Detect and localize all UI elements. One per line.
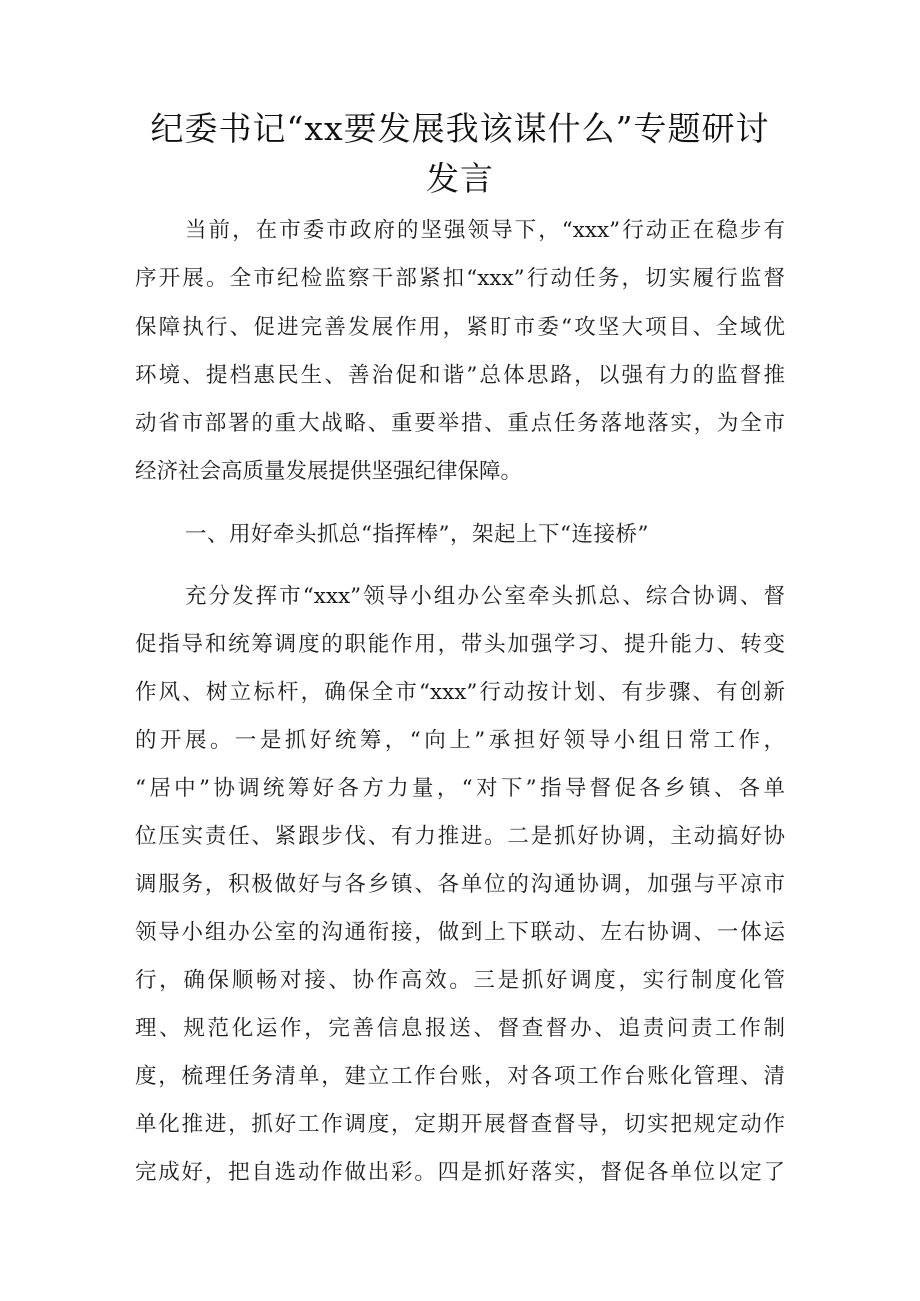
body-line: 调服务，积极做好与各乡镇、各单位的沟通协调，加强与平凉市 bbox=[135, 872, 785, 897]
body-line: “居中”协调统筹好各方力量，“对下”指导督促各乡镇、各单 bbox=[135, 776, 785, 801]
intro-line: 序开展。全市纪检监察干部紧扣“xxx”行动任务，切实履行监督 bbox=[135, 266, 785, 291]
body-line: 完成好，把自选动作做出彩。四是抓好落实，督促各单位以定了 bbox=[135, 1160, 785, 1185]
intro-line: 经济社会高质量发展提供坚强纪律保障。 bbox=[135, 459, 523, 484]
section-heading: 一、用好牵头抓总“指挥棒”，架起上下“连接桥” bbox=[185, 522, 649, 547]
body-line: 位压实责任、紧跟步伐、有力推进。二是抓好协调，主动搞好协 bbox=[135, 824, 785, 849]
intro-line: 保障执行、促进完善发展作用，紧盯市委“攻坚大项目、全域优 bbox=[135, 315, 785, 340]
intro-line: 环境、提档惠民生、善治促和谐”总体思路，以强有力的监督推 bbox=[135, 363, 785, 388]
intro-line: 当前，在市委市政府的坚强领导下，“xxx”行动正在稳步有 bbox=[185, 218, 785, 243]
title-line-1: 纪委书记“xx要发展我该谋什么”专题研讨 bbox=[150, 109, 770, 148]
body-line: 作风、树立标杆，确保全市“xxx”行动按计划、有步骤、有创新 bbox=[135, 680, 785, 705]
body-line: 充分发挥市“xxx”领导小组办公室牵头抓总、综合协调、督 bbox=[185, 584, 785, 609]
intro-line: 动省市部署的重大战略、重要举措、重点任务落地落实，为全市 bbox=[135, 411, 785, 436]
body-line: 度，梳理任务清单，建立工作台账，对各项工作台账化管理、清 bbox=[135, 1064, 785, 1089]
body-line: 行，确保顺畅对接、协作高效。三是抓好调度，实行制度化管 bbox=[135, 968, 785, 993]
body-line: 促指导和统筹调度的职能作用，带头加强学习、提升能力、转变 bbox=[135, 632, 785, 657]
body-line: 领导小组办公室的沟通衔接，做到上下联动、左右协调、一体运 bbox=[135, 920, 785, 945]
document-title bbox=[130, 104, 790, 204]
body-line: 单化推进，抓好工作调度，定期开展督查督导，切实把规定动作 bbox=[135, 1112, 785, 1137]
title-line-2: 发言 bbox=[426, 159, 494, 198]
body-line: 的开展。一是抓好统筹，“向上”承担好领导小组日常工作， bbox=[135, 728, 785, 753]
body-line: 理、规范化运作，完善信息报送、督查督办、追责问责工作制 bbox=[135, 1016, 785, 1041]
